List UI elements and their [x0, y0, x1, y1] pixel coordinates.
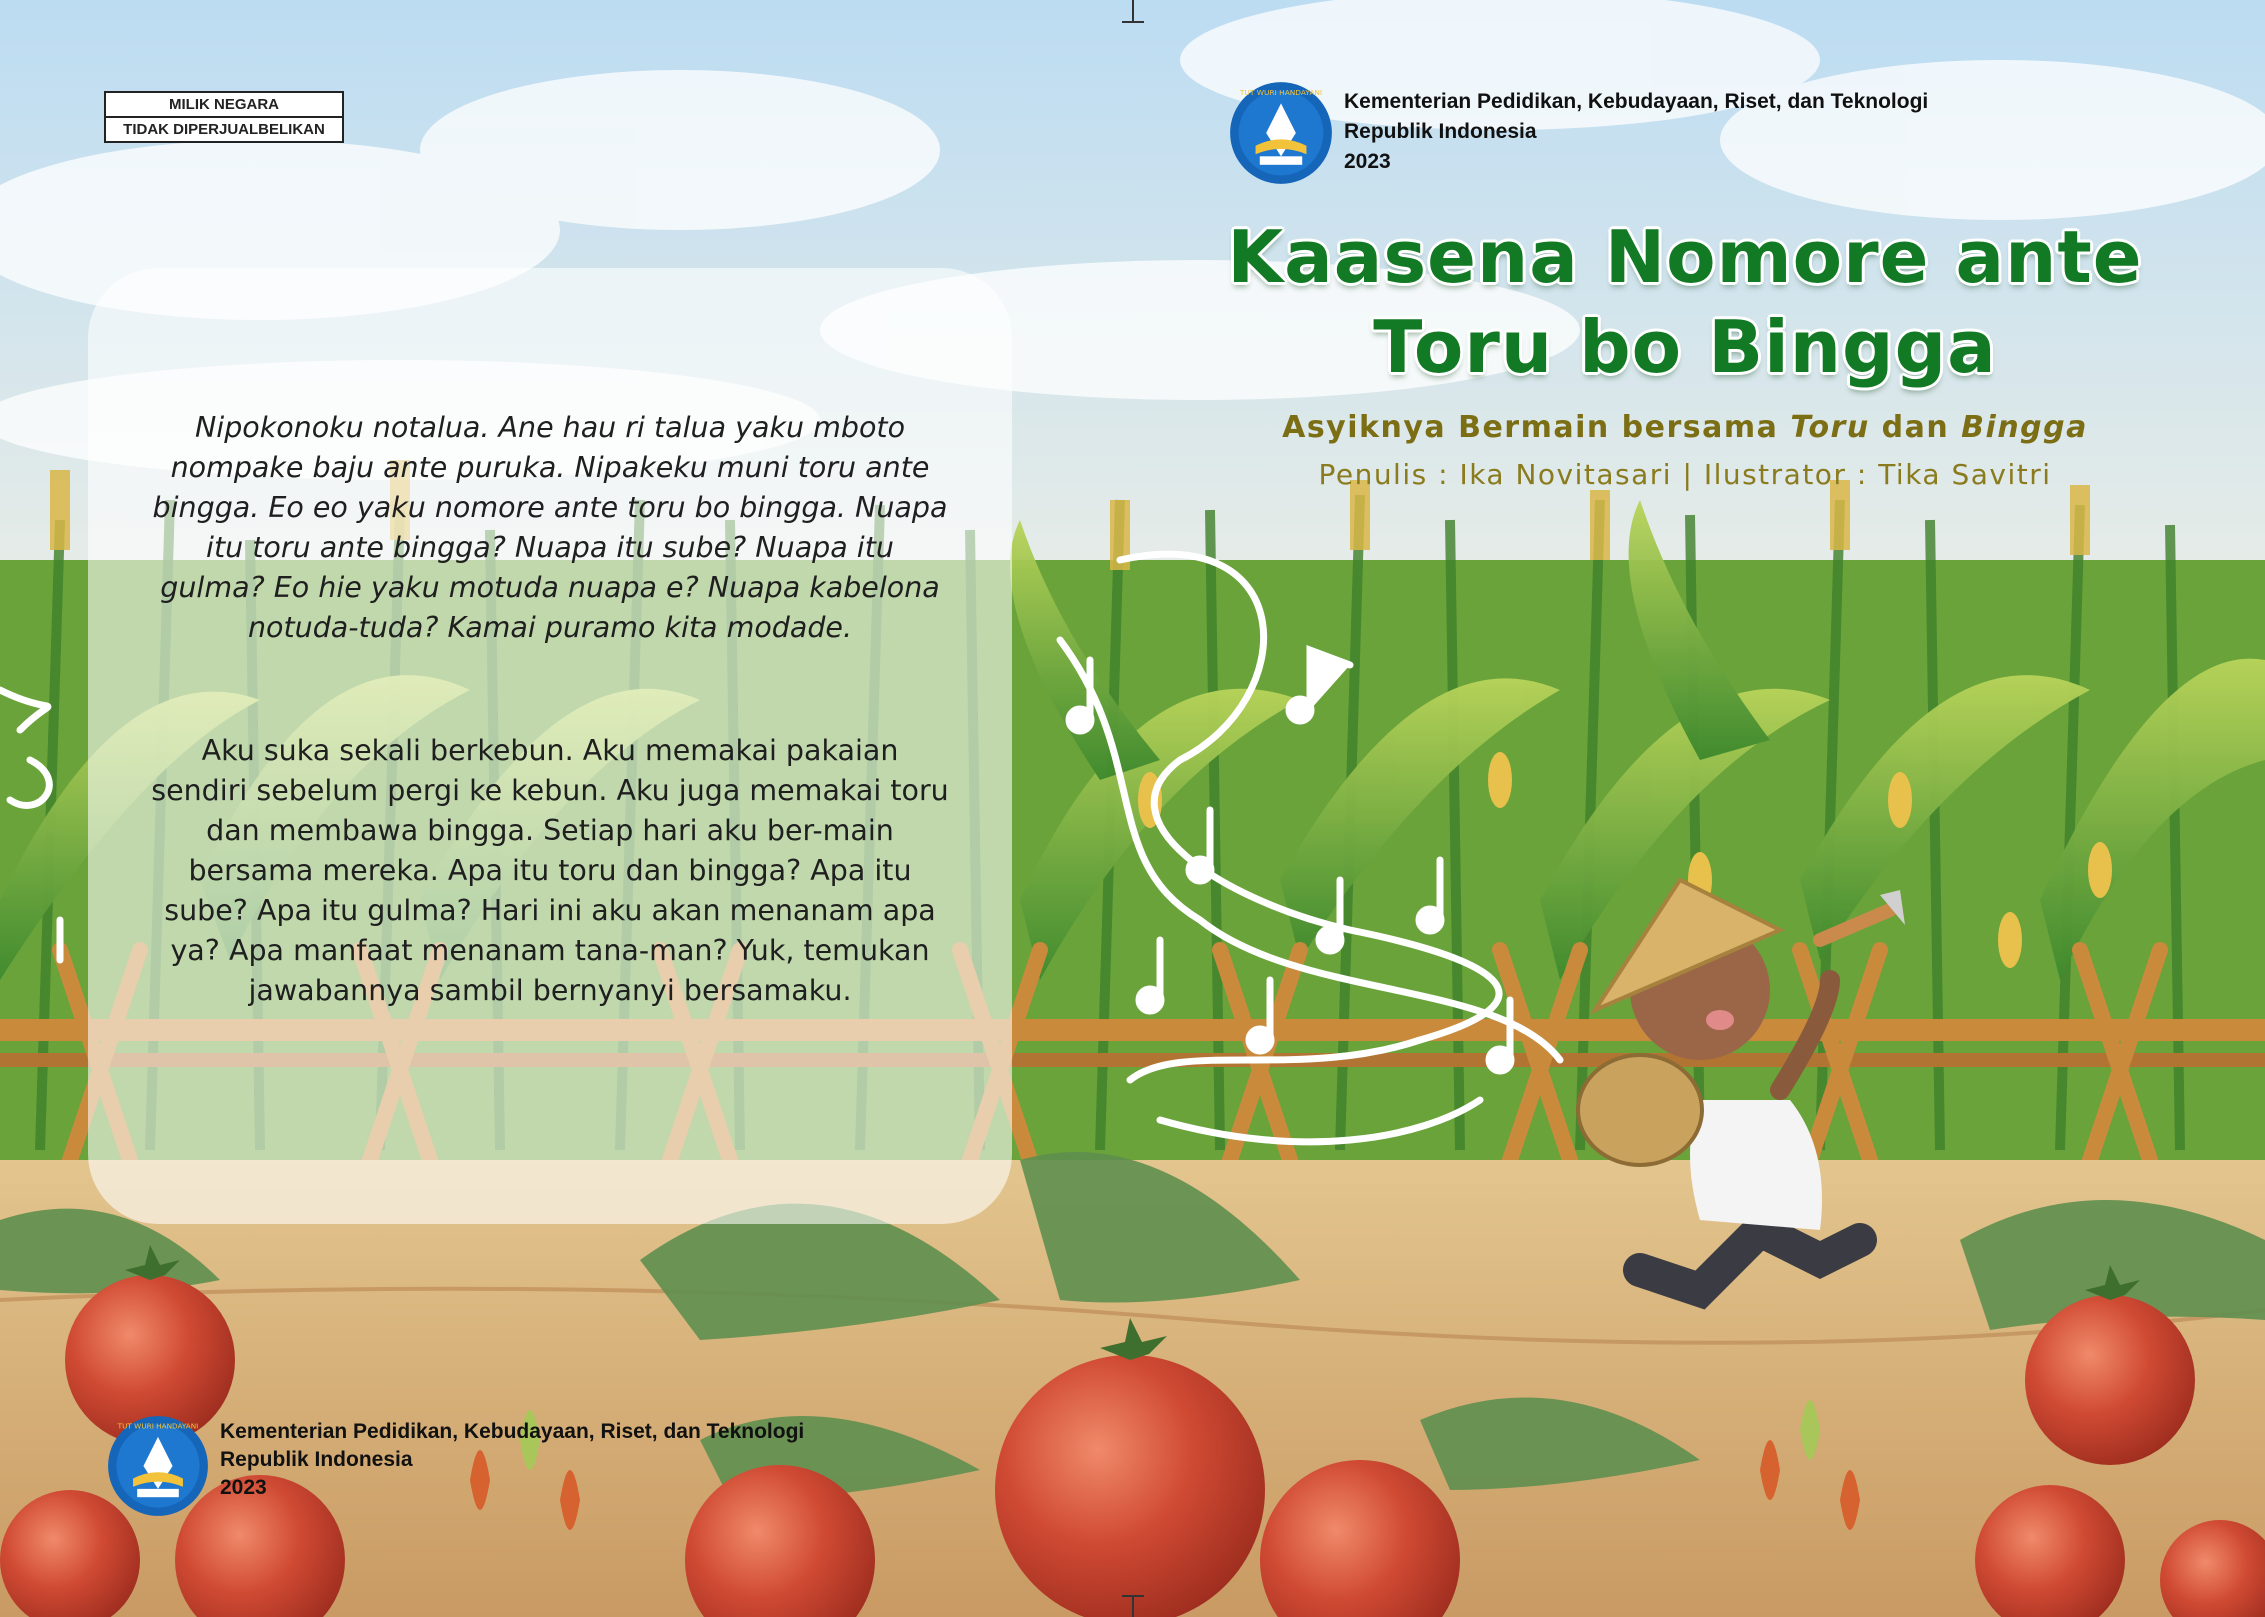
not-for-sale-stamp — [104, 91, 344, 143]
front-publisher-country: Republik Indonesia — [1344, 120, 1537, 143]
logo-motto: TUT WURI HANDAYANI — [117, 1421, 199, 1431]
book-subtitle — [1110, 410, 2260, 445]
stamp-line-1: MILIK NEGARA — [169, 96, 279, 113]
back-publisher-year: 2023 — [220, 1476, 267, 1499]
subtitle-and: dan — [1869, 410, 1962, 445]
synopsis-indonesian: Aku suka sekali berkebun. Aku memakai pakaian sendiri sebelum pergi ke kebun. Aku juga memakai toru dan membawa bingga. Setiap hari aku ber-main bersama mereka. Apa itu toru dan bingga? Apa itu sube? Apa itu gulma? Hari ini aku akan menanam apa ya? Apa manfaat menanam tana-man? Yuk, temukan jawabannya sambil bernyanyi bersamaku. — [151, 734, 949, 1007]
crop-mark — [1132, 0, 1134, 22]
stamp-line-2: TIDAK DIPERJUALBELIKAN — [106, 116, 342, 141]
crop-mark — [1122, 1595, 1144, 1597]
crop-mark — [1122, 21, 1144, 23]
author-illustrator-credits: Penulis : Ika Novitasari | Ilustrator : Tika Savitri — [1318, 458, 2052, 491]
logo-motto: TUT WURI HANDAYANI — [1239, 87, 1323, 97]
back-publisher-country: Republik Indonesia — [220, 1448, 413, 1471]
subtitle-bingga: Bingga — [1961, 410, 2088, 445]
crop-mark — [1132, 1595, 1134, 1617]
front-publisher-year: 2023 — [1344, 150, 1391, 173]
front-publisher-block — [1344, 87, 1928, 177]
subtitle-toru: Toru — [1790, 410, 1870, 445]
back-publisher-block — [220, 1418, 804, 1502]
front-publisher-ministry: Kementerian Pedidikan, Kebudayaan, Riset, dan Teknologi — [1344, 90, 1929, 113]
tut-wuri-handayani-logo — [1228, 80, 1334, 186]
tut-wuri-handayani-logo — [106, 1414, 210, 1518]
back-publisher-ministry: Kementerian Pedidikan, Kebudayaan, Riset, dan Teknologi — [220, 1420, 805, 1443]
subtitle-prefix: Asyiknya Bermain bersama — [1282, 410, 1791, 445]
book-title-line-2: Toru bo Bingga — [1373, 305, 1997, 389]
synopsis-local-language: Nipokonoku notalua. Ane hau ri talua yaku mboto nompake baju ante puruka. Nipakeku muni toru ante bingga. Eo eo yaku nomore ante toru bo bingga. Nuapa itu toru ante bingga? Nuapa itu sube? Nuapa itu gulma? Eo hie yaku motuda nuapa e? Nuapa kabelona notuda-tuda? Kamai puramo kita modade. — [152, 411, 948, 644]
book-title-line-1: Kaasena Nomore ante — [1227, 215, 2143, 299]
book-title — [1110, 212, 2260, 392]
